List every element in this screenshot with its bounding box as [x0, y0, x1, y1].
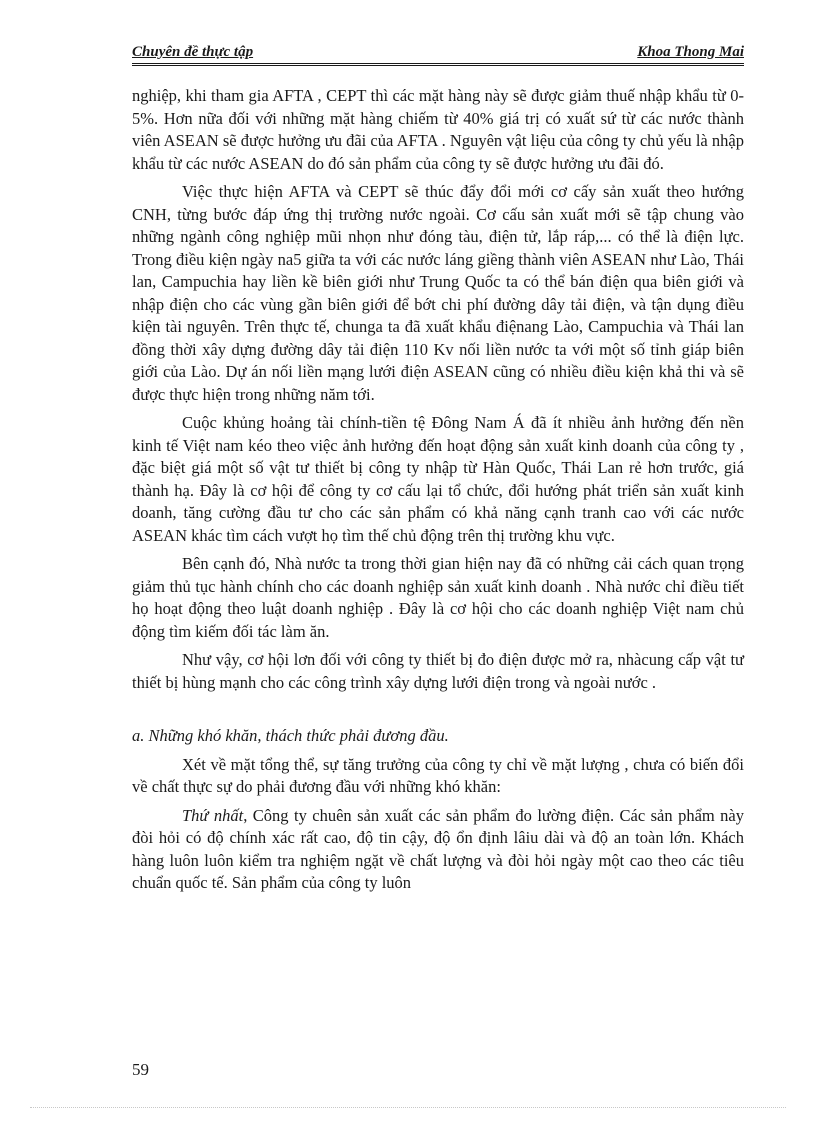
- paragraph-3: Cuộc khủng hoảng tài chính-tiền tệ Đông Nam Á đã ít nhiều ảnh hưởng đến nền kinh tế Việt nam kéo theo việc ảnh hưởng đến hoạt động sản xuất kinh doanh của công ty , đặc biệt giá một số vật tư thiết bị công ty nhập từ Hàn Quốc, Thái Lan rẻ hơn trước, giá thành hạ. Đây là cơ hội để công ty cơ cấu lại tổ chức, đổi hướng phát triển sản xuất kinh doanh, tăng cường đầu tư cho các sản phẩm có khả năng cạnh tranh cao với các nước ASEAN khác tìm cách vượt họ tìm thế chủ động trên thị trường khu vực.: [132, 413, 744, 545]
- document-body: [132, 85, 744, 901]
- paragraph-7: [132, 805, 744, 895]
- paragraph-2: Việc thực hiện AFTA và CEPT sẽ thúc đẩy đổi mới cơ cấy sản xuất theo hướng CNH, từng bước đáp ứng thị trường nước ngoài. Cơ cấu sản xuất mới sẽ tập chung vào những ngành công nghiệp mũi nhọn như đóng tàu, điện tử, lắp ráp,... có thể là điện lực. Trong điều kiện ngày na5 giữa ta với các nước láng giềng thành viên ASEAN như Lào, Thái lan, Campuchia hay liền kề biên giới như Trung Quốc ta có thể bán điện qua biên giới và nhập điện cho các vùng gần biên giới để bớt chi phí đường dây tải điện, và tận dụng điều kiện tài nguyên. Trên thực tế, chunga ta đã xuất khẩu điệnang Lào, Campuchia và Thái lan đồng thời xây dựng đường dây tải điện 110 Kv nối liền nước ta với một số tỉnh giáp biên giới của Lào. Dự án nối liền mạng lưới điện ASEAN cũng có nhiều điều kiện khả thi và sẽ được thực hiện trong những năm tới.: [132, 182, 744, 404]
- section-heading: a. Những khó khăn, thách thức phải đương đầu.: [132, 726, 449, 745]
- paragraph-5: Như vậy, cơ hội lơn đối với công ty thiết bị đo điện được mở ra, nhàcung cấp vật tư thiết bị hùng mạnh cho các công trình xây dựng lưới điện trong và ngoài nước .: [132, 650, 744, 692]
- page-number: 59: [132, 1060, 149, 1079]
- header-department: Khoa Thong Mai: [637, 44, 744, 60]
- paragraph-1: nghiệp, khi tham gia AFTA , CEPT thì các mặt hàng này sẽ được giảm thuế nhập khẩu từ 0-5%. Hơn nữa đối với những mặt hàng chiếm từ 40% giá trị có xuất sứ từ các nước thành viên ASEAN sẽ được hưởng ưu đãi của AFTA . Nguyên vật liệu của công ty chủ yếu là nhập khẩu từ các nước ASEAN do đó sản phẩm của công ty sẽ được hưởng ưu đãi đó.: [132, 86, 744, 173]
- paragraph-6: Xét về mặt tổng thể, sự tăng trưởng của công ty chỉ về mặt lượng , chưa có biến đổi về chất thực sự do phải đương đầu với những khó khăn:: [132, 754, 744, 796]
- first-point-lead: Thứ nhất: [182, 805, 244, 825]
- header-title: Chuyên đề thực tập: [132, 44, 254, 60]
- footer-divider: [30, 1107, 786, 1108]
- paragraph-4: Bên cạnh đó, Nhà nước ta trong thời gian hiện nay đã có những cải cách quan trọng giảm thủ tục hành chính cho các doanh nghiệp sản xuất kinh doanh . Nhà nước chỉ điều tiết họ hoạt động theo luật doanh nghiệp . Đây là cơ hội cho các doanh nghiệp Việt nam chủ động tìm kiếm đối tác làm ăn.: [132, 554, 744, 641]
- first-point-text: , Công ty chuên sản xuất các sản phẩm đo lường điện. Các sản phẩm này đòi hỏi có độ chính xác rất cao, độ tin cậy, độ ổn định lâiu dài và độ an toàn lớn. Khách hàng luôn luôn kiểm tra nghiệm ngặt về chất lượng và đòi hỏi ngày một cao theo các tiêu chuẩn quốc tế. Sản phẩm của công ty luôn: [132, 805, 744, 892]
- page-header: [132, 44, 744, 66]
